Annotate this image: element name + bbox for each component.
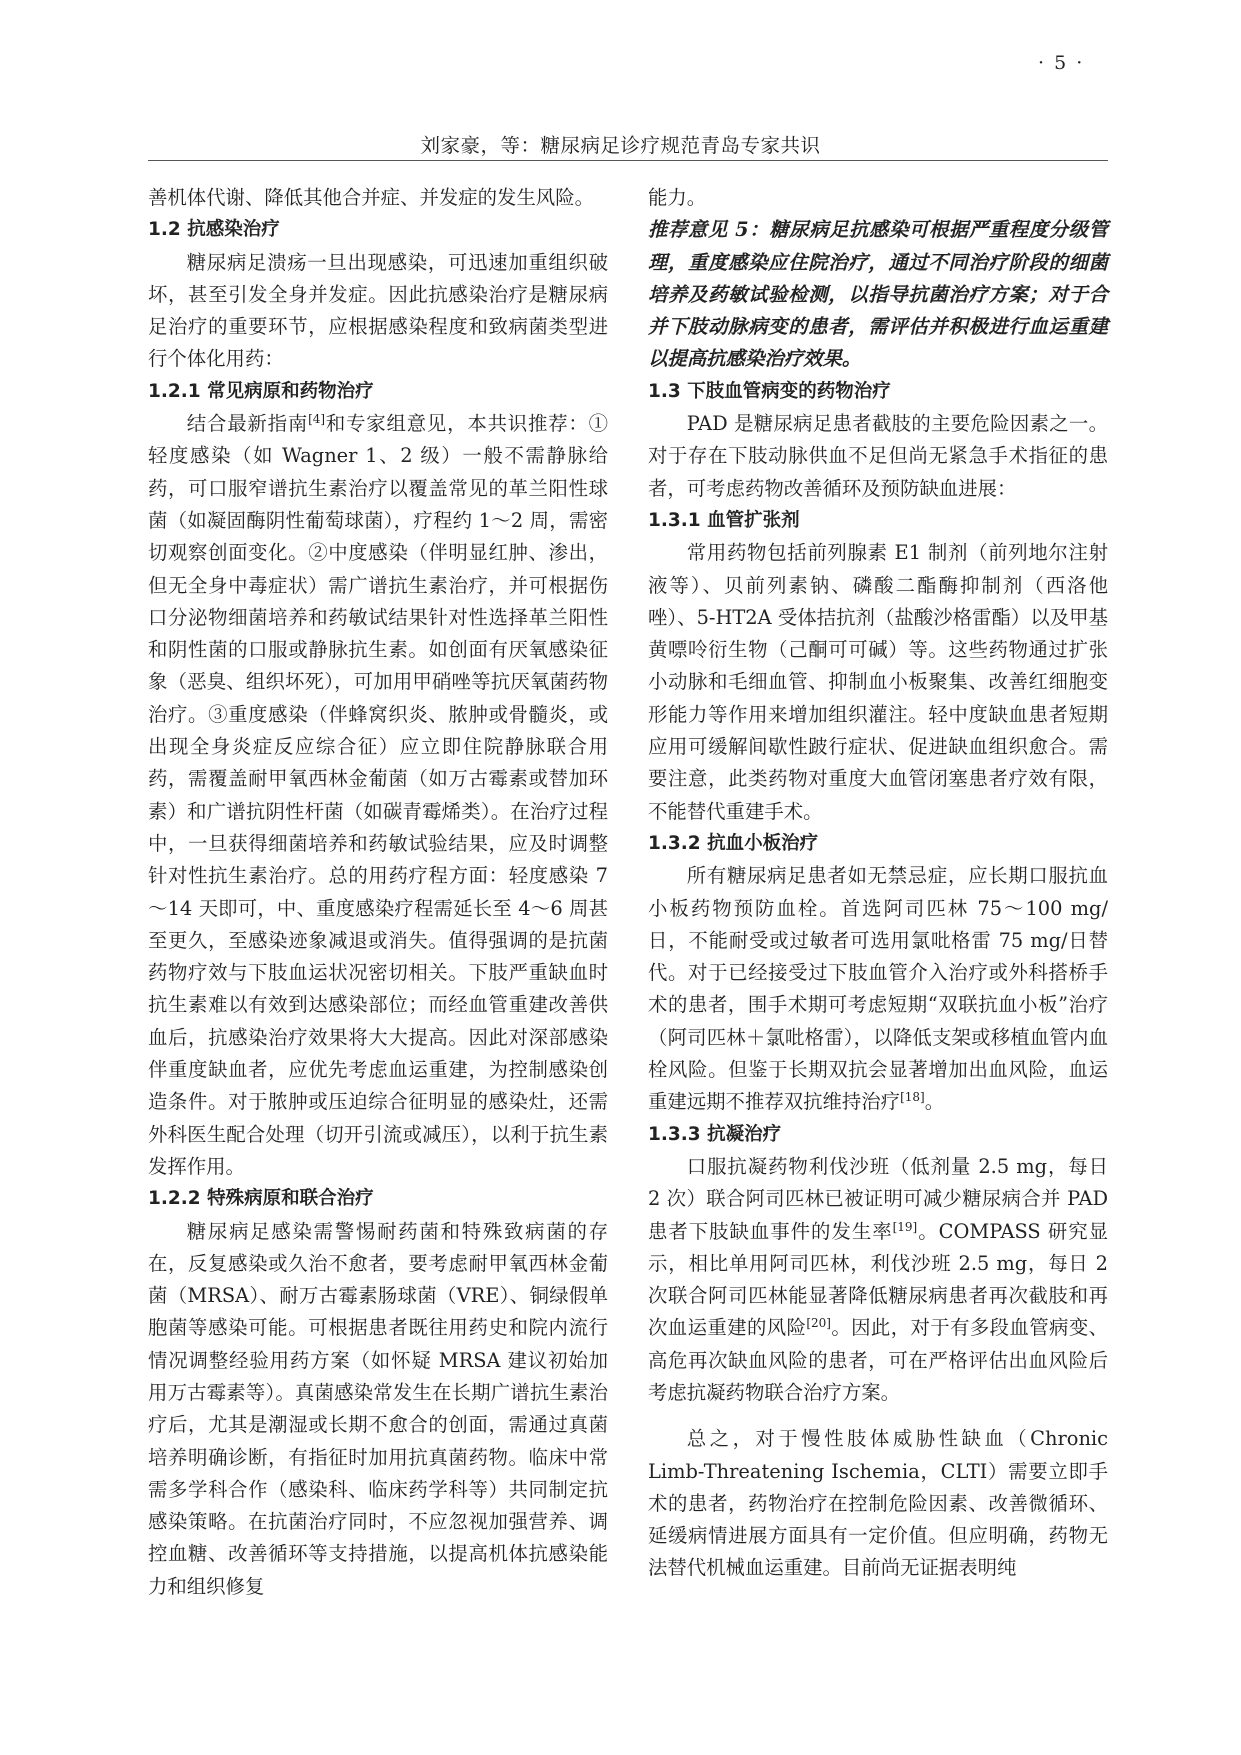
section-heading-1-2: 1.2 抗感染治疗	[148, 219, 280, 241]
citation-ref: [20]	[806, 1316, 831, 1331]
text-run: 结合最新指南	[186, 412, 309, 436]
paragraph-gap	[648, 1409, 1108, 1423]
citation-ref: [19]	[892, 1219, 918, 1234]
paragraph	[648, 860, 1108, 1118]
paragraph: 善机体代谢、降低其他合并症、并发症的发生风险。	[148, 186, 594, 209]
section-heading-1-3: 1.3 下肢血管病变的药物治疗	[648, 380, 891, 402]
subsection-heading-1-2-1: 1.2.1 常见病原和药物治疗	[148, 380, 374, 402]
text-run: 所有糖尿病足患者如无禁忌症，应长期口服抗血小板药物预防血栓。首选阿司匹林 75～100 mg/日，不能耐受或过敏者可选用氯吡格雷 75 mg/日替代。对于已经接受过下肢血管介入治疗或外科搭桥手术的患者，围手术期可考虑短期“双联抗血小板”治疗（阿司匹林＋氯吡格雷），以降低支架或移植血管内血栓风险。但鉴于长期双抗会显著增加出血风险，血运重建远期不推荐双抗维持治疗	[648, 864, 1108, 1114]
paragraph: 能力。	[648, 186, 707, 209]
running-title: 刘家豪，等：糖尿病足诊疗规范青岛专家共识	[420, 134, 821, 157]
subsection-heading-1-2-2: 1.2.2 特殊病原和联合治疗	[148, 1188, 374, 1210]
citation-ref: [18]	[900, 1090, 925, 1105]
paragraph: 常用药物包括前列腺素 E1 制剂（前列地尔注射液等）、贝前列素钠、磷酸二酯酶抑制剂（西洛他唑）、5-HT2A 受体拮抗剂（盐酸沙格雷酯）以及甲基黄嘌呤衍生物（己酮可可碱）等。这些药物通过扩张小动脉和毛细血管、抑制血小板聚集、改善红细胞变形能力等作用来增加组织灌注。轻中度缺血患者短期应用可缓解间歇性跛行症状、促进缺血组织愈合。需要注意，此类药物对重度大血管闭塞患者疗效有限，不能替代重建手术。	[648, 541, 1108, 823]
citation-ref: [4]	[308, 412, 326, 427]
left-column	[148, 182, 608, 1603]
recommendation-5: 推荐意见 5：糖尿病足抗感染可根据严重程度分级管理，重度感染应住院治疗，通过不同治疗阶段的细菌培养及药敏试验检测，以指导抗菌治疗方案；对于合并下肢动脉病变的患者，需评估并积极进行血运重建以提高抗感染治疗效果。	[648, 218, 1108, 371]
paragraph: 糖尿病足感染需警惕耐药菌和特殊致病菌的存在，反复感染或久治不愈者，要考虑耐甲氧西林金葡菌（MRSA）、耐万古霉素肠球菌（VRE）、铜绿假单胞菌等感染可能。可根据患者既往用药史和院内流行情况调整经验用药方案（如怀疑 MRSA 建议初始加用万古霉素等）。真菌感染常发生在长期广谱抗生素治疗后，尤其是潮湿或长期不愈合的创面，需通过真菌培养明确诊断，有指征时加用抗真菌药物。临床中常需多学科合作（感染科、临床药学科等）共同制定抗感染策略。在抗菌治疗同时，不应忽视加强营养、调控血糖、改善循环等支持措施，以提高机体抗感染能力和组织修复	[148, 1219, 608, 1598]
subsection-heading-1-3-3: 1.3.3 抗凝治疗	[648, 1123, 782, 1145]
text-run: 。因此，对于有多段血管病变、高危再次缺血风险的患者，可在严格评估出血风险后考虑抗凝药物联合治疗方案。	[648, 1316, 1108, 1404]
right-column	[648, 182, 1108, 1585]
page-number: · 5 ·	[1038, 52, 1085, 74]
paragraph: 糖尿病足溃疡一旦出现感染，可迅速加重组织破坏，甚至引发全身并发症。因此抗感染治疗是糖尿病足治疗的重要环节，应根据感染程度和致病菌类型进行个体化用药：	[148, 250, 608, 371]
text-run: 。COMPASS 研究显示，相比单用阿司匹林，利伐沙班 2.5 mg，每日 2 次联合阿司匹林能显著降低糖尿病患者再次截肢和再次血运重建的风险	[648, 1219, 1109, 1340]
paragraph: 总之，对于慢性肢体威胁性缺血（Chronic Limb-Threatening Ischemia，CLTI）需要立即手术的患者，药物治疗在控制危险因素、改善微循环、延缓病情进展方面具有一定价值。但应明确，药物无法替代机械血运重建。目前尚无证据表明纯	[648, 1427, 1108, 1580]
text-run: 。	[924, 1090, 945, 1114]
paragraph	[648, 1151, 1108, 1409]
text-run: 和专家组意见，本共识推荐：①轻度感染（如 Wagner 1、2 级）一般不需静脉给药，可口服窄谱抗生素治疗以覆盖常见的革兰阳性球菌（如凝固酶阴性葡萄球菌），疗程约 1～2 周，需密切观察创面变化。②中度感染（伴明显红肿、渗出，但无全身中毒症状）需广谱抗生素治疗，并可根据伤口分泌物细菌培养和药敏试结果针对性选择革兰阳性和阴性菌的口服或静脉抗生素。如创面有厌氧感染征象（恶臭、组织坏死），可加用甲硝唑等抗厌氧菌药物治疗。③重度感染（伴蜂窝织炎、脓肿或骨髓炎，或出现全身炎症反应综合征）应立即住院静脉联合用药，需覆盖耐甲氧西林金葡菌（如万古霉素或替加环素）和广谱抗阴性杆菌（如碳青霉烯类）。在治疗过程中，一旦获得细菌培养和药敏试验结果，应及时调整针对性抗生素治疗。总的用药疗程方面：轻度感染 7～14 天即可，中、重度感染疗程需延长至 4～6 周甚至更久，至感染迹象减退或消失。值得强调的是抗菌药物疗效与下肢血运状况密切相关。下肢严重缺血时抗生素难以有效到达感染部位；而经血管重建改善供血后，抗感染治疗效果将大大提高。因此对深部感染伴重度缺血者，应优先考虑血运重建，为控制感染创造条件。对于脓肿或压迫综合征明显的感染灶，还需外科医生配合处理（切开引流或减压），以利于抗生素发挥作用。	[148, 412, 609, 1178]
paragraph: PAD 是糖尿病足患者截肢的主要危险因素之一。对于存在下肢动脉供血不足但尚无紧急手术指征的患者，可考虑药物改善循环及预防缺血进展：	[648, 412, 1108, 500]
header-rule	[148, 160, 1108, 161]
paragraph	[148, 408, 608, 1183]
text-run: 口服抗凝药物利伐沙班（低剂量 2.5 mg，每日 2 次）联合阿司匹林已被证明可减少糖尿病合并 PAD 患者下肢缺血事件的发生率	[648, 1154, 1108, 1243]
subsection-heading-1-3-2: 1.3.2 抗血小板治疗	[648, 832, 819, 854]
subsection-heading-1-3-1: 1.3.1 血管扩张剂	[648, 509, 800, 531]
